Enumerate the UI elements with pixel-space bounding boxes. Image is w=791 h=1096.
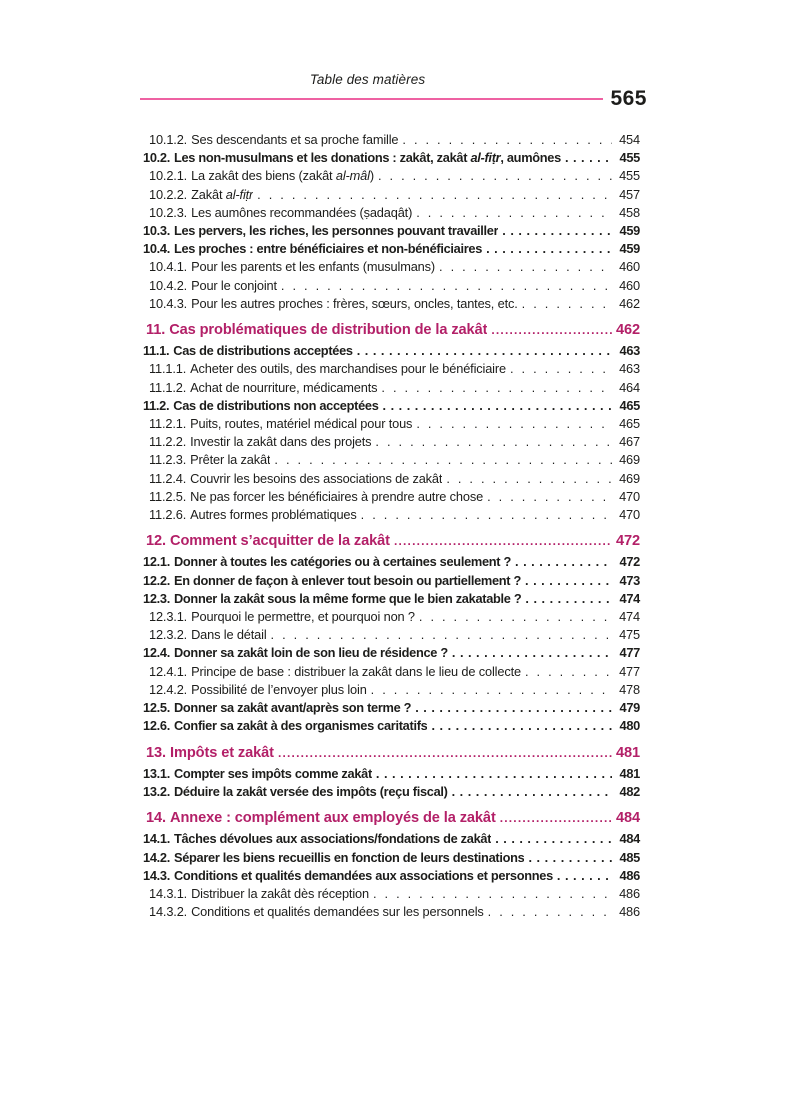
toc-entry-title: Séparer les biens recueillis en fonction de leurs destinations [173, 849, 525, 865]
toc-entry-number: 13.2. [143, 783, 170, 799]
toc-entry-page: 484 [619, 831, 640, 847]
toc-entry-number: 14.1. [143, 831, 170, 847]
toc-entry [140, 663, 640, 681]
toc-entry-title: Déduire la zakât versée des impôts (reçu fiscal) [173, 783, 448, 799]
toc-leader-dots [416, 204, 612, 222]
toc-entry-title: Conditions et qualités demandées aux associations et personnes [173, 867, 553, 883]
toc-entry-title: Donner à toutes les catégories ou à certaines seulement ? [173, 554, 512, 570]
toc-leader-dots [488, 903, 612, 921]
toc-entry-title: Ses descendants et sa proche famille [191, 132, 399, 147]
toc-entry-number: 14.3.1. [149, 885, 188, 901]
toc-entry-title: Distribuer la zakât dès réception [191, 885, 369, 901]
toc-entry-title: Les proches : entre bénéficiaires et non-bénéficiaires [173, 241, 483, 257]
toc-entry-title: Puits, routes, matériel médical pour tous [190, 416, 413, 432]
toc-entry-page: 459 [619, 241, 640, 257]
toc-entry-title: Couvrir les besoins des associations de zakât [190, 470, 443, 486]
toc-entry [140, 608, 640, 626]
toc-leader-dots [525, 663, 612, 681]
toc-entry [140, 131, 640, 149]
toc-leader-dots [281, 277, 612, 295]
toc-entry [140, 885, 640, 903]
toc [140, 131, 640, 921]
toc-leader-dots [378, 167, 612, 185]
toc-leader-dots [500, 809, 612, 827]
toc-entry-page: 469 [619, 470, 640, 486]
toc-entry-page: 481 [615, 744, 640, 761]
toc-entry [140, 717, 640, 735]
toc-entry [140, 903, 640, 921]
toc-entry [140, 379, 640, 397]
toc-entry [140, 277, 640, 295]
toc-entry-page: 465 [619, 416, 640, 432]
toc-leader-dots [452, 644, 612, 662]
toc-entry [140, 830, 640, 848]
toc-entry-title: Pour les parents et les enfants (musulmans) [191, 259, 436, 275]
toc-leader-dots [415, 699, 612, 717]
page-number: 565 [610, 87, 647, 110]
toc-leader-dots [383, 397, 612, 415]
toc-entry [140, 342, 640, 360]
toc-leader-dots [525, 590, 612, 608]
toc-leader-dots [375, 433, 612, 451]
toc-entry-page: 462 [619, 295, 640, 311]
toc-entry-page: 475 [619, 627, 640, 643]
toc-entry-title: Pour les autres proches : frères, sœurs, oncles, tantes, etc. [191, 295, 518, 311]
toc-leader-dots [487, 488, 612, 506]
toc-entry-number: 10.4.1. [149, 259, 188, 275]
toc-entry-page: 470 [619, 507, 640, 523]
toc-entry-number: 14.2. [143, 849, 170, 865]
toc-entry-number: 11. [146, 322, 166, 339]
toc-entry-page: 486 [619, 885, 640, 901]
toc-leader-dots [394, 532, 612, 550]
toc-entry-number: 12.4. [143, 645, 170, 661]
toc-entry [140, 572, 640, 590]
toc-entry-number: 10.2.1. [149, 168, 188, 184]
toc-entry-title: Annexe : complément aux employés de la zakât [170, 810, 496, 827]
toc-entry-page: 454 [619, 132, 640, 147]
toc-entry-title: Principe de base : distribuer la zakât dans le lieu de collecte [191, 663, 521, 679]
toc-leader-dots [376, 765, 612, 783]
toc-entry [140, 397, 640, 415]
toc-entry-title: Conditions et qualités demandées sur les personnels [191, 904, 484, 920]
toc-entry-number: 10.4.2. [149, 277, 188, 293]
toc-entry-page: 459 [619, 223, 640, 239]
toc-entry-page: 473 [619, 572, 640, 588]
toc-entry-title: Tâches dévolues aux associations/fondations de zakât [173, 831, 492, 847]
toc-entry-title: La zakât des biens (zakât al-mâl) [191, 168, 374, 184]
toc-entry [140, 590, 640, 608]
toc-leader-dots [431, 717, 612, 735]
toc-leader-dots [510, 360, 612, 378]
toc-entry-page: 484 [615, 810, 640, 827]
toc-entry [140, 744, 640, 762]
toc-entry [140, 295, 640, 313]
toc-entry-title: Les aumônes recommandées (ṣadaqât) [191, 204, 413, 220]
toc-entry [140, 470, 640, 488]
header-rule [140, 98, 603, 100]
toc-entry-title: Donner la zakât sous la même forme que le bien zakatable ? [173, 590, 522, 606]
running-title: Table des matières [309, 72, 426, 87]
toc-entry [140, 149, 640, 167]
toc-entry-number: 12.1. [143, 554, 170, 570]
toc-entry-number: 10.2.2. [149, 186, 188, 202]
toc-entry-number: 14.3. [143, 867, 170, 883]
toc-entry-number: 10.3. [143, 223, 170, 239]
toc-entry-title: Donner sa zakât loin de son lieu de résidence ? [173, 645, 448, 661]
toc-entry-title: Impôts et zakât [170, 744, 274, 761]
toc-entry-number: 10.4. [143, 241, 170, 257]
toc-entry-number: 10.2. [143, 150, 170, 166]
toc-entry [140, 204, 640, 222]
toc-entry-page: 469 [619, 452, 640, 468]
toc-entry-title: Autres formes problématiques [190, 507, 357, 523]
toc-entry-title: Les non-musulmans et les donations : zakât, zakât al-fiṭr, aumônes [173, 150, 561, 166]
toc-entry-number: 12. [146, 533, 166, 550]
toc-leader-dots [381, 379, 612, 397]
toc-entry-title: Possibilité de l’envoyer plus loin [191, 681, 367, 697]
toc-entry-number: 11.1.2. [149, 379, 187, 395]
toc-entry-title: Ne pas forcer les bénéficiaires à prendre autre chose [190, 488, 484, 504]
toc-leader-dots [357, 342, 612, 360]
toc-entry-page: 472 [619, 554, 640, 570]
toc-entry-title: Investir la zakât dans des projets [190, 434, 372, 450]
toc-entry-page: 458 [619, 204, 640, 220]
toc-entry-title: En donner de façon à enlever tout besoin ou partiellement ? [173, 572, 522, 588]
toc-entry-title: Pour le conjoint [191, 277, 277, 293]
toc-entry-number: 13. [146, 744, 166, 761]
toc-entry-page: 457 [619, 186, 640, 202]
toc-entry-number: 11.2. [143, 397, 170, 413]
toc-leader-dots [361, 506, 612, 524]
toc-entry-number: 12.4.1. [149, 663, 188, 679]
toc-entry-title: Compter ses impôts comme zakât [173, 765, 372, 781]
toc-entry [140, 765, 640, 783]
toc-entry-page: 463 [619, 343, 640, 359]
toc-leader-dots [274, 451, 612, 469]
toc-leader-dots [371, 681, 612, 699]
toc-entry-number: 12.6. [143, 718, 170, 734]
toc-entry-number: 12.5. [143, 700, 170, 716]
toc-entry-page: 486 [619, 904, 640, 920]
toc-entry-number: 11.2.5. [149, 488, 187, 504]
toc-leader-dots [525, 572, 612, 590]
toc-entry-number: 12.3.2. [149, 627, 188, 643]
toc-leader-dots [257, 186, 612, 204]
toc-entry-page: 482 [619, 783, 640, 799]
toc-entry-page: 462 [615, 322, 640, 339]
toc-entry-title: Prêter la zakât [190, 452, 271, 468]
toc-entry-number: 11.2.1. [149, 416, 187, 432]
toc-entry-page: 478 [619, 681, 640, 697]
toc-entry-number: 11.1. [143, 343, 170, 359]
toc-entry [140, 849, 640, 867]
toc-entry-page: 467 [619, 434, 640, 450]
toc-entry-title: Confier sa zakât à des organismes caritatifs [173, 718, 428, 734]
header-rule-row [140, 88, 647, 109]
toc-entry-page: 464 [619, 379, 640, 395]
toc-entry [140, 644, 640, 662]
toc-entry-number: 10.1.2. [149, 132, 188, 147]
toc-leader-dots [522, 295, 612, 313]
toc-entry-number: 10.4.3. [149, 295, 188, 311]
toc-entry-page: 472 [615, 533, 640, 550]
toc-entry-page: 474 [619, 609, 640, 625]
toc-entry-page: 486 [619, 867, 640, 883]
toc-entry-title: Pourquoi le permettre, et pourquoi non ? [191, 609, 415, 625]
toc-leader-dots [402, 131, 612, 149]
toc-entry-title: Donner sa zakât avant/après son terme ? [173, 700, 412, 716]
toc-entry-page: 455 [619, 150, 640, 166]
toc-entry [140, 783, 640, 801]
toc-entry-page: 479 [619, 700, 640, 716]
toc-entry-number: 11.2.2. [149, 434, 187, 450]
toc-entry-page: 470 [619, 488, 640, 504]
toc-entry [140, 186, 640, 204]
toc-leader-dots [446, 470, 612, 488]
toc-entry-number: 12.2. [143, 572, 170, 588]
toc-entry-page: 481 [619, 765, 640, 781]
toc-entry-title: Zakât al-fiṭr [191, 186, 254, 202]
toc-entry-title: Les pervers, les riches, les personnes pouvant travailler [173, 223, 499, 239]
toc-entry [140, 222, 640, 240]
toc-entry-page: 477 [619, 663, 640, 679]
toc-entry-number: 12.3. [143, 590, 170, 606]
toc-entry [140, 699, 640, 717]
toc-leader-dots [452, 783, 612, 801]
toc-leader-dots [416, 415, 612, 433]
toc-entry-page: 460 [619, 277, 640, 293]
toc-entry-number: 11.2.4. [149, 470, 187, 486]
toc-entry-page: 485 [619, 849, 640, 865]
toc-leader-dots [278, 744, 612, 762]
toc-entry-title: Acheter des outils, des marchandises pour le bénéficiaire [190, 361, 506, 377]
toc-leader-dots [528, 849, 612, 867]
toc-entry [140, 809, 640, 827]
toc-entry-number: 13.1. [143, 765, 170, 781]
toc-entry [140, 360, 640, 378]
page-header [140, 72, 647, 109]
toc-entry-number: 11.2.6. [149, 507, 187, 523]
toc-entry-page: 477 [619, 645, 640, 661]
toc-entry-title: Cas de distributions non acceptées [173, 397, 379, 413]
toc-leader-dots [271, 626, 612, 644]
toc-entry-page: 465 [619, 397, 640, 413]
toc-leader-dots [419, 608, 612, 626]
toc-entry [140, 167, 640, 185]
toc-entry [140, 240, 640, 258]
toc-entry-title: Dans le détail [191, 627, 267, 643]
toc-leader-dots [565, 149, 612, 167]
toc-entry-number: 11.2.3. [149, 452, 187, 468]
toc-entry [140, 451, 640, 469]
toc-leader-dots [495, 830, 612, 848]
toc-leader-dots [557, 867, 612, 885]
toc-leader-dots [486, 240, 612, 258]
toc-entry-number: 14.3.2. [149, 904, 188, 920]
toc-entry [140, 681, 640, 699]
toc-entry [140, 506, 640, 524]
toc-entry-page: 455 [619, 168, 640, 184]
toc-entry-page: 463 [619, 361, 640, 377]
toc-entry-title: Cas problématiques de distribution de la zakât [169, 322, 488, 339]
toc-leader-dots [373, 885, 612, 903]
toc-entry-title: Achat de nourriture, médicaments [190, 379, 378, 395]
toc-leader-dots [491, 321, 612, 339]
toc-entry [140, 258, 640, 276]
toc-entry-page: 460 [619, 259, 640, 275]
toc-entry [140, 626, 640, 644]
book-page [0, 72, 791, 1096]
toc-entry [140, 532, 640, 550]
toc-entry [140, 488, 640, 506]
toc-entry-number: 11.1.1. [149, 361, 187, 377]
toc-leader-dots [502, 222, 612, 240]
toc-entry-number: 14. [146, 810, 166, 827]
toc-entry [140, 433, 640, 451]
toc-entry-page: 474 [619, 590, 640, 606]
toc-leader-dots [439, 258, 612, 276]
toc-entry-number: 12.3.1. [149, 609, 188, 625]
toc-entry-number: 10.2.3. [149, 204, 188, 220]
toc-entry-title: Cas de distributions acceptées [173, 343, 353, 359]
toc-entry-page: 480 [619, 718, 640, 734]
toc-entry [140, 553, 640, 571]
toc-entry [140, 867, 640, 885]
toc-entry-number: 12.4.2. [149, 681, 188, 697]
toc-entry [140, 321, 640, 339]
toc-entry [140, 415, 640, 433]
toc-entry-title: Comment s’acquitter de la zakât [170, 533, 390, 550]
toc-leader-dots [515, 553, 612, 571]
